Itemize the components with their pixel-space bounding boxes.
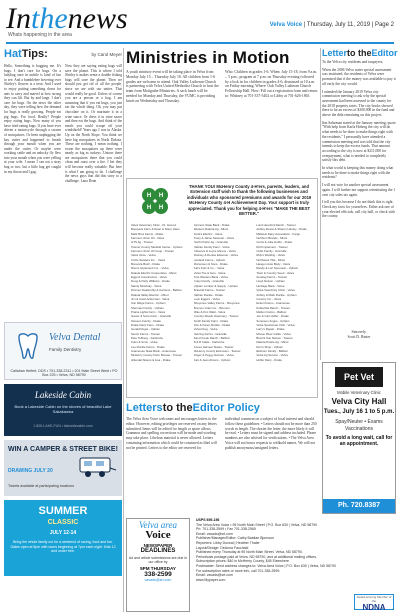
- info-line: For subscription rates or more info, call 701-338-2599.: [196, 568, 281, 573]
- sponsor-item: Dimmer Dealership & Auctions - Balfour: [131, 288, 182, 293]
- petvet-line5: To avoid a long wait, call for an appointment.: [325, 435, 393, 447]
- petvet-line3: Tues., July 16 1 to 5 p.m.: [323, 409, 395, 415]
- petvet-line1: Mobile Veterinary Clinic: [337, 390, 381, 395]
- letter-title-letter: Letter: [322, 48, 348, 58]
- deadlines-url[interactable]: vavads@srt.com: [144, 577, 172, 582]
- section-tagline: Whats happening in the area: [8, 32, 72, 38]
- camper-prize: DRAWING JULY 20: [8, 468, 53, 474]
- info-line: Reporters: Libby Durwal | Heather Thaler: [196, 540, 260, 545]
- sponsor-item: Leo Ruckle Farms - Drake: [131, 344, 165, 349]
- dental-address: Callahan Heifert, DDS • 701-338-2311 • 201 Main Street West • PO Box 225 • Velva, ND 58790: [10, 369, 118, 377]
- letter-title-editor: Editor: [371, 48, 398, 58]
- deadlines-voice: Voice: [145, 529, 171, 541]
- letter-paragraph: Jim Saltzman stated at the January meeting, quote "With help from Karla Hoberg the city will do what needs to be done to make things right with the residents." I personally have attended a commission meeting and was told that the city intends to keep the excess funds. That amount according to the city is now at $211,000 for overpayment, what is needed to completely satisfy this debt.: [322, 120, 396, 163]
- sponsor-item: Northwest Title - Minot: [256, 257, 286, 262]
- sponsor-item: Rick's Welding - Velva: [256, 253, 285, 258]
- letter-title-tothe: to the: [347, 48, 372, 58]
- sponsor-item: Crary Family - Granville: [193, 279, 225, 284]
- sponsor-item: Kubischta Ranch - Towner: [256, 305, 291, 310]
- letter-paragraph: I will not vote for another special assessment again. I will further not support reinstituting the 1 cent city sales tax again.: [322, 183, 396, 197]
- info-line: Published every Thursday at 95 North Main Street, Velva, ND 58790.: [196, 550, 303, 555]
- column-rule: [123, 48, 124, 612]
- policy-text-col1: The Velva Area Voice welcomes and encourages letters to the editor. However, editing privileges are reserved on any letters submitted. Items will be edited for length or space allows. Grammar and spelling corrections will be made and wording may take place. Libelous material is never allowed. Letters containing information which could be construed as libel will not be printed. Letters to the editor are reserved for: [126, 417, 217, 450]
- sponsor-item: Mellum Farms - Balfour: [256, 309, 287, 314]
- sponsor-item: McHenry County Farm Bureau - Towner: [131, 353, 183, 358]
- cabin-subtitle: Book a Lakeside Cabin on the shores of beautiful Lake Sakakawea: [14, 404, 112, 414]
- letter-body: [322, 60, 396, 222]
- sponsor-item: Velva Sportsman Club - Velva: [256, 322, 295, 327]
- sponsor-col-1: [131, 223, 190, 395]
- sponsor-item: Ron's Shop - Upham: [256, 344, 284, 349]
- sponsor-item: Haugen Auto Body - Velva: [256, 262, 291, 267]
- sponsor-item: Sherman Family - Upham: [131, 305, 164, 310]
- pet-vet-ad[interactable]: [322, 362, 396, 514]
- letter-title: [322, 48, 396, 58]
- sponsor-item: Hoffer Dairy - Drake: [256, 357, 282, 362]
- sponsor-item: Randy & Lori Sorenson - Upham: [256, 266, 299, 271]
- policy-title-editor: Editor Policy: [192, 402, 260, 414]
- sponsor-item: Velva Veterinary Clinic - Dr. Gomez: [131, 223, 177, 227]
- hattips-column: [4, 48, 122, 318]
- sponsor-item: Sondag Farms - Towner: [256, 275, 288, 280]
- sponsor-item: Lloyd Nelson - Upham: [256, 279, 285, 284]
- dental-brand: Velva Dental: [49, 332, 101, 343]
- cabin-title: Lakeside Cabin: [34, 390, 92, 400]
- sponsor-item: Velva Tire & Auto - Velva: [193, 270, 226, 275]
- petvet-phone: Ph. 720.8387: [323, 499, 395, 513]
- sponsor-item: Velva Veterinary Clinic - Velva: [256, 288, 295, 293]
- sponsor-item: B & B Cattle - Karlsruhe: [193, 340, 225, 345]
- sponsor-item: Dakota Valley Electric - Minot: [131, 292, 169, 297]
- sponsor-item: Karl & Jean Ahrens - Upham: [193, 357, 231, 362]
- letter-paragraph: I tell you this because I do not think this is right. Check my facts for yourselves. Either ask one of your elected officials, call city hall, or check with the county.: [322, 200, 396, 219]
- publication-name: Velva Voice: [269, 22, 303, 28]
- sponsor-item: Sand Creek Ranch - Balfour: [193, 335, 230, 340]
- sponsor-item: Bouquets Farm & Dean & Stacy Haus: [131, 227, 180, 232]
- info-line: Ph: 701-338-2599 • Fax 701-338-2565: [196, 527, 256, 532]
- hattips-text-col2: Now they are saying eating bugs will save the planet. This is where I told Shirley it makes sense a double fishing bugs will save the planet. Then we should just get rid of all the people, since we are with our unites. That would really be good. Unless of course you are a person or a bug. I am assuming that if you eat bugs, you just eat the whole thing. Oh, you may put chocolate on it. Or marinate it in a wine sauce. Or dress it in wine sauce and then eat the bugs. And think of the meals you could scrape off your windshield! Years ago I was in Alaska. Up on the North Slope. You think we have big mosquitoes in North Dakota. These are nothing. I mean nothing. I swear the mosquitoes up there were nearly as big as turkeys. Unions there are mosquitoes there that you could clean and roast over a fire. I bet they will become really valuable. But here is what I am going to do. I challenge the news guys that did this story to a challenge. Lana Dean: [65, 64, 122, 183]
- logo-the: the: [31, 2, 68, 35]
- sponsor-item: Bremen Grain Co. - Bremen: [193, 305, 230, 310]
- hattips-title-tips: Tips:: [21, 48, 48, 60]
- logo-in: In: [6, 2, 31, 35]
- policy-title-letters: Letters: [126, 402, 163, 414]
- sponsor-item: Farmers Union Oil Coop - Towner: [131, 249, 174, 254]
- sponsor-item: Country Inn - Velva: [256, 296, 281, 301]
- sponsor-item: Smith Family Farm - Drake: [193, 318, 229, 323]
- deadlines-ad[interactable]: [126, 518, 190, 612]
- letter-paragraph: When the 2006 Velva water special assessment was instituted, the residents of Velva were promised that if the money was available to pay it off early the city would.: [322, 67, 396, 86]
- info-line: www.Mypaper.com: [196, 577, 226, 582]
- sponsor-item: Cenex Harvest States - Towner: [193, 344, 234, 349]
- info-line: Email: vavads@srt.com: [196, 531, 233, 536]
- sponsor-item: Upham Lumber & Supply - Upham: [193, 283, 238, 288]
- summer-details: Bring the whole family out for a weekend of racing, food and fun. Gates open at 5pm with races beginning at 7pm each night. Kids 12 and under free.: [10, 540, 116, 554]
- deadlines-heading: DEADLINES: [140, 548, 176, 554]
- sponsor-item: Nehring Farms - Granville: [193, 331, 227, 336]
- ndna-top: Award-winning Member of the: [356, 595, 392, 603]
- sponsor-item: Farmers State Bank - Drake: [193, 223, 230, 227]
- info-line: Layout/Design: DeAnna Fauchald: [196, 545, 249, 550]
- info-lines: [196, 518, 396, 582]
- thank-you-message: THANK YOU! McHenry County 4-H'ers, parents, leaders, and Extension staff wish to thank the following businesses and individuals who sponsored premiums and awards for our 2019 McHenry County 4-H Achievement Day. Your support is truly appreciated. Thank you for helping 4-H'ers "MAKE THE BEST BETTER.": [186, 184, 312, 217]
- deadlines-time: 5PM THURSDAY: [140, 565, 176, 571]
- petvet-logo: Pet Vet: [335, 367, 383, 387]
- issue-date: | Thursday, July 11, 2019 | Page 2: [303, 22, 394, 28]
- sponsor-item: Tracy & Jaime Newman - Velva: [193, 236, 234, 241]
- sponsor-item: Clarence & Joyce Ahrens - Velva: [193, 249, 236, 254]
- sponsor-item: Heritage Bank - Velva: [256, 283, 285, 288]
- sponsor-item: Ashley Evans & Sharon Hanley - Drake: [256, 227, 307, 232]
- sponsor-item: Drake Dairy Farm - Drake: [131, 322, 165, 327]
- sponsor-item: North Prairie Ag - Granville: [193, 240, 229, 245]
- letter-paragraph: In what world is keeping this money doing what needs to be done to make things right with the residents?: [322, 166, 394, 180]
- petvet-line2: Velva City Hall: [331, 397, 387, 406]
- info-line: The Velva Area Voice • 95 North Main Street | P.O. Box 630 | Velva, ND 58790: [196, 522, 318, 527]
- info-line: Publisher/Manager/Editor: Cathy Bastian Bjornson: [196, 536, 275, 541]
- tooth-icon: [13, 331, 43, 361]
- sponsor-col-2: [194, 223, 253, 395]
- sponsor-item: Sun Ridge Farms - Upham: [131, 301, 166, 306]
- letter-signer: Scott D. Rinter: [347, 335, 371, 339]
- deadlines-phone: 338-2599: [144, 570, 172, 578]
- sponsor-item: Circle Sanders Inc. - Velva: [131, 257, 166, 262]
- sponsor-item: Sandy Mowbray - Velva: [131, 283, 162, 288]
- sponsor-col-3: [256, 223, 315, 395]
- masthead: [6, 4, 394, 44]
- sponsor-item: Sevrin Farms - Towner: [131, 331, 161, 336]
- sponsor-item: Nathan Family Farm - Velva: [193, 244, 230, 249]
- sponsor-item: Ruff Implement - Towner: [256, 244, 288, 249]
- sponsor-item: Rivers Implement Inc. - Velva: [131, 266, 169, 271]
- sponsor-item: Roger & Peggy Hanson - Velva: [193, 353, 234, 358]
- letter-signoff: Sincerely,: [351, 330, 367, 334]
- policy-text-col2: individual comment on a subject of local interest and should follow these guidelines: • Letters should not be more than 250 words in length. The shorter the letter, the more likely it will be read. • Letters must be signed and address included. Phone numbers are also advised for verifications. • The Velva Area Voice will not honor requests to withhold names. We will not publish anonymous/unsigned letters.: [225, 417, 317, 450]
- sponsor-item: Jim & Carol Ackerman - Velva: [131, 296, 170, 301]
- sponsor-item: McHenry County Extension - Towner: [193, 348, 241, 353]
- hattips-title-hat: Hat: [4, 48, 22, 60]
- svg-text:H: H: [158, 205, 164, 211]
- info-line: Postmaster: Send address changes to: Velva Area Voice | P.O. Box 630 | Velva, ND 58790: [196, 563, 336, 568]
- ministries-text-col2: Who: Children in grades 1-6. When: July 15-18, from 9 a.m. – 3 p.m.; program at 7 p.m. on Thursday evening followed by a lock in for children in grades 4-6, dismissed at 10 a.m. on Friday morning. Where: Oak Valley Lutheran Church Fellowship Hall. How: Fill out a registration form and return to: Whitney at 701-337-5402 or Libby at 701-626-1863: [225, 70, 318, 98]
- summer-classic-ad[interactable]: [4, 500, 122, 576]
- svg-text:H: H: [146, 205, 152, 211]
- issue-info: [270, 22, 394, 28]
- sponsor-item: Ashley & Mark Ruckle - Upham: [256, 292, 297, 297]
- sponsor-item: Velva Ag Service - Velva: [256, 353, 288, 358]
- sponsor-item: Hovland Farms - Upham: [193, 257, 226, 262]
- letter-signature: [322, 330, 396, 340]
- sponsor-item: Eckert Farms - Anamoose: [256, 301, 290, 306]
- camper-fine: Tickets available at participating locations: [8, 484, 74, 488]
- sponsor-item: Nathan Ruckle - Drake: [193, 292, 223, 297]
- info-line: Subscription prices: $40 in McHenry County, $45 Elsewhere: [196, 559, 289, 564]
- deadlines-body: Ad and article submissions are due in our office by: [128, 556, 188, 565]
- editor-policy: [126, 402, 318, 514]
- sponsor-item: Larry's Repair - Drake: [256, 327, 285, 332]
- sponsor-item: Brad & Sue Nelson - Towner: [256, 335, 293, 340]
- summer-title: SUMMER: [38, 505, 88, 517]
- sponsor-item: Jon & Cari Hoffer - Drake: [256, 314, 289, 319]
- hattips-byline: by Carol Meyer: [91, 52, 122, 57]
- camper-icon: [78, 454, 118, 480]
- sponsor-item: Velva Voice - Velva: [131, 253, 156, 258]
- sponsor-item: Velva Drug - Velva: [193, 327, 218, 332]
- sponsor-item: Lund Hereford Ranch - Towner: [256, 223, 296, 227]
- sponsor-item: Bratvold Farms - Towner: [193, 288, 226, 293]
- ndna-label: NDNA: [362, 603, 386, 612]
- thank-you-box: [126, 178, 318, 398]
- svg-text:H: H: [146, 193, 152, 199]
- sponsor-item: Kuhn & Sons - Velva: [131, 340, 158, 345]
- sponsor-item: Western Dakota Ag - Minot: [193, 227, 229, 232]
- dental-ad[interactable]: [4, 322, 122, 380]
- sponsor-item: Anamoose State Bank - Anamoose: [131, 348, 176, 353]
- cabin-footer: 1-800-LAKE-FUN • lakesidecabin.com: [33, 424, 93, 428]
- letter-paragraph: To the Velva city residents and taxpayers,: [322, 60, 384, 64]
- sponsor-item: Mortensen & Sons - Drake: [193, 262, 228, 267]
- column-rule: [320, 48, 321, 360]
- sponsor-item: Mouse River Cattle - Velva: [256, 331, 291, 336]
- sponsor-item: Sheyenne Valley Farms - Sheyenne: [193, 301, 240, 306]
- letter-paragraph: I attended the January 2019 Velva city commission meeting to ask why the special assessment had been assessed to the county for the 2018 property taxes. The city books showed there to be an excess of $200,000 in the fund and above the debt remaining on this project.: [322, 89, 395, 118]
- cabin-ad[interactable]: [4, 384, 122, 436]
- hattips-text-col1: Hello, Something is bugging me. It's bugs. I don't care for bugs. On a ladybug once in awhile is kind of fun to see. And a bumblebee hovering over Shirley's flowers is a treat. And I used to enjoy putting something down for ants to carry and marvel at how strong they can lift. But by and large, I don't care for bugs. On the news the other day, they were telling how the demand for bugs is really growing. People eat pig bugs. For food. Really? People enjoy eating bugs. Now many of you have tried eating bugs. If you have ever driven a motorcycle through a swarm of mosquitoes. Or been unplugging the bay cutter and happened to breath through your mouth when you are under the cutter. Or maybe were working cattle and an unlucky fly flew into your mouth when you were yelling at your wife. I mean I can eat a stray bug or two, but a little bug get caught in my throat and I gag.: [4, 64, 61, 174]
- sponsor-item: Dakota Electric Cooperative - Minot: [131, 270, 177, 275]
- sponsor-item: Sorenson Angus - Upham: [256, 318, 290, 323]
- policy-title-tothe: to the: [162, 402, 193, 414]
- sponsor-item: Ron & Karen Ruckle - Drake: [193, 322, 231, 327]
- deadlines-newspaper: NEWSPAPER: [143, 543, 173, 548]
- sponsor-item: Pete Tullberg - Karlsruhe: [131, 335, 163, 340]
- sponsor-item: Leon Eggers - Velva: [193, 296, 220, 301]
- clover-icon: [131, 183, 179, 219]
- hattips-body: [4, 64, 122, 314]
- deadlines-logo: Velva area: [139, 520, 177, 530]
- info-line: Email: vavads@srt.com: [196, 573, 233, 578]
- sponsor-item: Gerald Roget - Upham: [131, 327, 161, 332]
- sponsor-item: GTS Ag - Towner: [131, 240, 153, 245]
- dental-sub: Family Dentistry: [49, 347, 82, 352]
- summer-subtitle: CLASSIC: [47, 519, 79, 526]
- sponsor-item: Mike & Kim Wald - Velva: [193, 309, 226, 314]
- sponsor-item: Bonanza Bush - Drake: [131, 262, 161, 267]
- sponsor-item: Prairie Lights Farm - Velva: [131, 309, 166, 314]
- camper-ad[interactable]: [4, 440, 122, 496]
- info-line: Periodicals postage paid at Velva, ND 58790, and at additional mailing offices.: [196, 554, 317, 559]
- info-line: USPS 659-156: [196, 518, 220, 522]
- petvet-line4: Spay/Neuter • Exams Vaccinations: [335, 419, 383, 432]
- sponsor-item: Northern Brands - Minot: [256, 236, 288, 241]
- sponsor-item: Doug & Patty Williams - Drake: [131, 279, 170, 284]
- ministries-text-col1: A youth ministry event will be taking place in Velva from Monday July 15 – Thursday July 18. All children from 1-6 grades are welcome to attend. Oak Valley Lutheran Church is partnering with Velva United Methodist Church to host the team from Motiguthe Ministries. A sack lunch will be needed for Monday and Thursday, the VUMC is providing lunch on Wednesday and Thursday.: [126, 70, 219, 103]
- sponsor-item: Midwest Dairy Association - Fargo: [256, 231, 301, 236]
- sponsor-list: [131, 223, 315, 395]
- sponsor-item: Farmers Union Oil - Velva: [131, 236, 165, 241]
- sponsor-item: Stevens Family - Drake: [131, 318, 162, 323]
- sponsor-item: Eggers Construction - Velva: [131, 275, 167, 280]
- sponsor-item: Dakota Prairie Ag - Minot: [256, 340, 289, 345]
- publication-info: [196, 518, 396, 612]
- sponsor-item: Curtis & Julie Hoffer - Drake: [256, 240, 293, 245]
- sponsor-item: Ekstrom Family - Balfour: [256, 348, 288, 353]
- ministries-title: Ministries in Motion: [126, 48, 290, 67]
- sponsor-item: Mahl Bros Farms - Drake: [131, 231, 164, 236]
- sponsor-item: Scott's Electric - Velva: [193, 231, 223, 236]
- sponsor-item: Town & Country Seed - Velva: [256, 270, 294, 275]
- letter-to-editor: [322, 48, 396, 358]
- ministries-body: [126, 70, 318, 182]
- logo-news: news: [67, 2, 128, 35]
- section-logo: [6, 4, 128, 34]
- svg-text:H: H: [158, 193, 164, 199]
- policy-body: [126, 417, 318, 513]
- ministries-article: [126, 48, 318, 103]
- sponsor-item: Kat's Kutz & Co. - Velva: [193, 266, 225, 271]
- sponsor-item: Gieser & Sons Farm - Granville: [131, 314, 172, 319]
- sponsor-item: Rodney & Denise Eiseman - Velva: [193, 253, 238, 258]
- camper-title: WIN A CAMPER & STREET BIKE!: [8, 446, 118, 453]
- policy-title: [126, 402, 318, 414]
- sponsor-item: Country Roads Veterinary - Towner: [193, 314, 239, 319]
- ndna-badge: [354, 594, 394, 610]
- sponsor-item: Towner County Medical Center - Upham: [131, 244, 183, 249]
- summer-date: JULY 12-14: [49, 530, 77, 536]
- sponsor-item: Hitterdal Sisters & Lisa - Drake: [131, 357, 171, 362]
- sponsor-item: Cobb Family - Granville: [256, 249, 287, 254]
- sponsor-item: First Western Bank - Velva: [193, 275, 228, 280]
